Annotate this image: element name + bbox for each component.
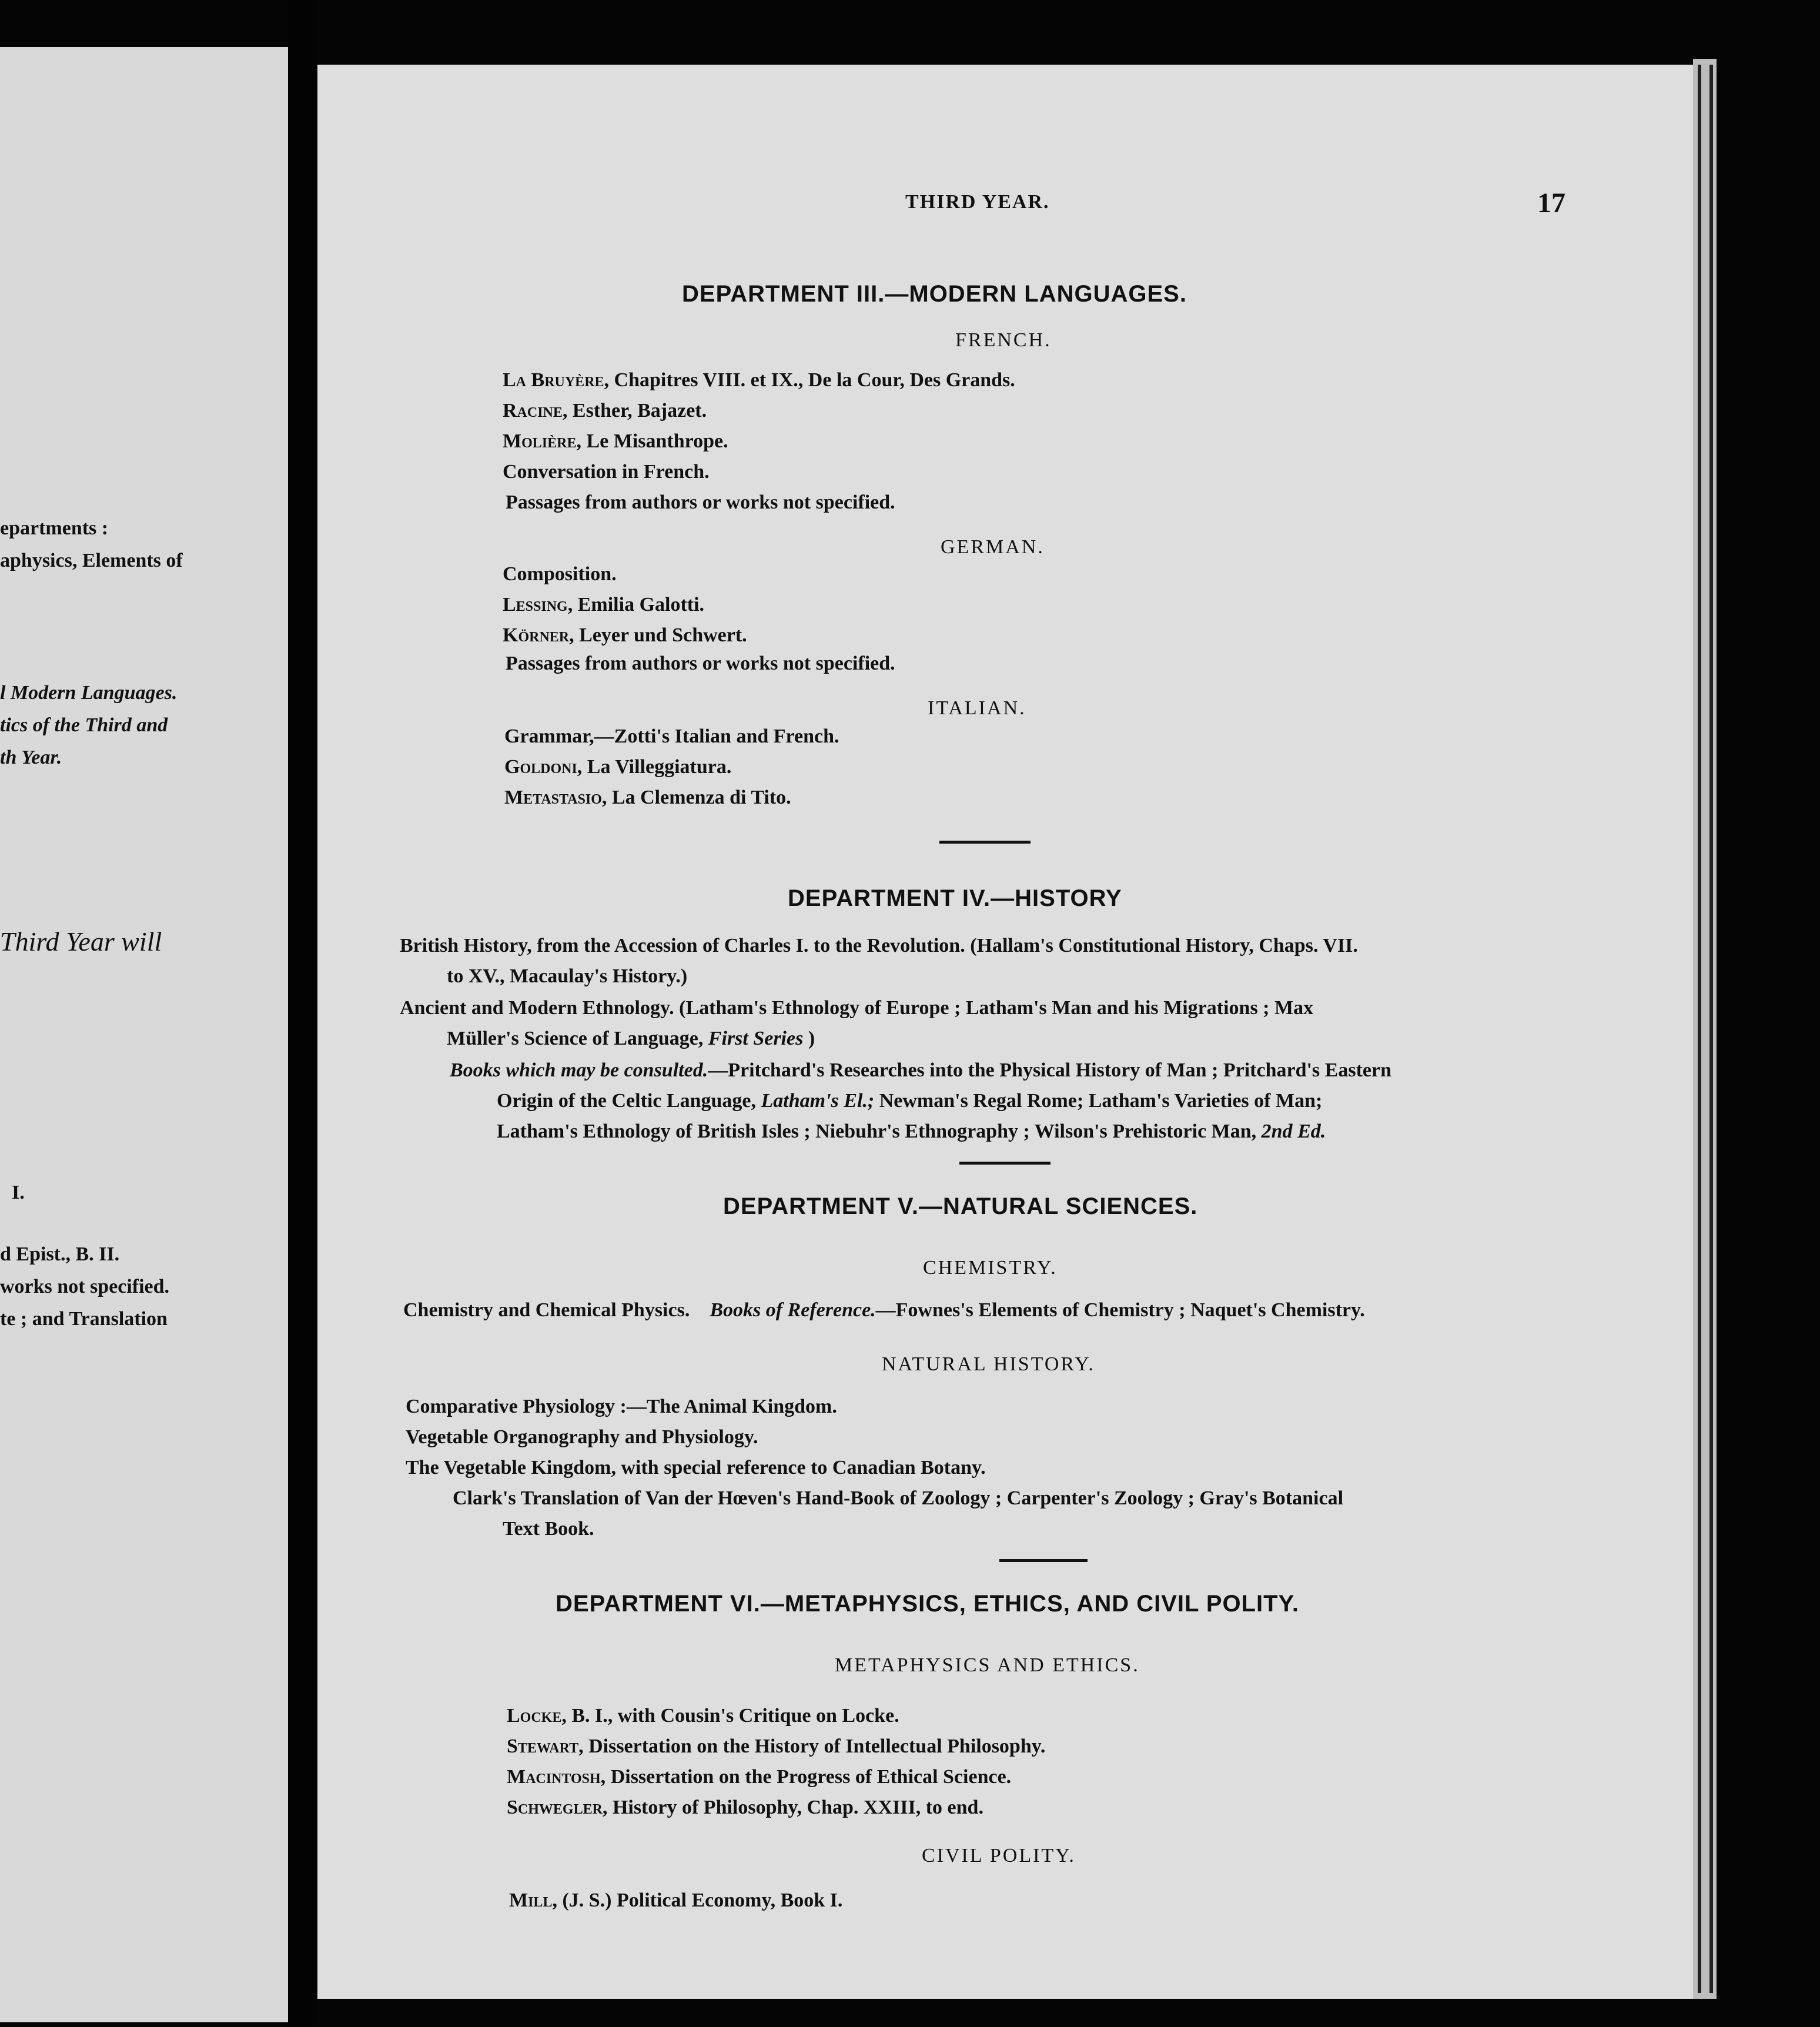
italian-item: Grammar,—Zotti's Italian and French.	[504, 725, 839, 747]
natural-history-ref: Text Book.	[503, 1518, 594, 1540]
natural-history-title: NATURAL HISTORY.	[882, 1353, 1095, 1375]
civil-polity-title: CIVIL POLITY.	[922, 1845, 1076, 1867]
left-page-line: l Modern Languages.	[0, 682, 178, 704]
section-rule	[959, 1162, 1050, 1165]
chemistry-title: CHEMISTRY.	[923, 1257, 1058, 1279]
books-consulted-line: Origin of the Celtic Language, Latham's El.; Newman's Regal Rome; Latham's Varieties of Man;	[497, 1090, 1323, 1112]
left-page-line: works not specified.	[0, 1276, 170, 1297]
history-line: to XV., Macaulay's History.)	[447, 965, 688, 987]
left-page-line: epartments :	[0, 517, 109, 539]
natural-history-item: Vegetable Organography and Physiology.	[406, 1426, 758, 1448]
left-page-line: I.	[12, 1182, 25, 1203]
french-item: La Bruyère, Chapitres VIII. et IX., De la Cour, Des Grands.	[503, 369, 1015, 391]
chemistry-line: Chemistry and Chemical Physics. Books of Reference.—Fownes's Elements of Chemistry ; Naquet's Chemistry.	[403, 1299, 1365, 1321]
french-item: Conversation in French.	[503, 461, 710, 483]
metaphysics-item: Stewart, Dissertation on the History of Intellectual Philosophy.	[507, 1735, 1046, 1757]
french-item: Molière, Le Misanthrope.	[503, 430, 728, 452]
left-page-line: aphysics, Elements of	[0, 550, 183, 571]
civil-polity-item: Mill, (J. S.) Political Economy, Book I.	[509, 1889, 843, 1911]
metaphysics-title: METAPHYSICS AND ETHICS.	[835, 1654, 1140, 1676]
page-number: 17	[1537, 188, 1565, 219]
page-edge	[1693, 59, 1717, 1999]
metaphysics-item: Schwegler, History of Philosophy, Chap. XXIII, to end.	[507, 1797, 983, 1818]
dept4-heading: DEPARTMENT IV.—HISTORY	[788, 885, 1122, 911]
left-page-line: Third Year will	[0, 926, 162, 956]
left-page-line: d Epist., B. II.	[0, 1243, 120, 1265]
german-title: GERMAN.	[941, 536, 1045, 558]
left-page-line: th Year.	[0, 747, 62, 768]
history-line: Ancient and Modern Ethnology. (Latham's Ethnology of Europe ; Latham's Man and his Migrations ; Max	[400, 997, 1314, 1019]
history-line: Müller's Science of Language, First Series )	[447, 1028, 815, 1049]
page-edge-line	[1709, 65, 1713, 1993]
italian-item: Metastasio, La Clemenza di Tito.	[504, 787, 791, 808]
section-rule	[939, 841, 1031, 844]
italian-title: ITALIAN.	[928, 697, 1026, 719]
dept3-heading: DEPARTMENT III.—MODERN LANGUAGES.	[682, 281, 1187, 307]
french-item: Racine, Esther, Bajazet.	[503, 400, 707, 422]
french-title: FRENCH.	[955, 329, 1052, 351]
german-item: Passages from authors or works not specified.	[506, 653, 895, 674]
section-rule	[999, 1559, 1088, 1562]
left-page-line: tics of the Third and	[0, 714, 168, 736]
natural-history-item: Comparative Physiology :—The Animal Kingdom.	[406, 1396, 837, 1417]
running-head: THIRD YEAR.	[905, 191, 1050, 213]
natural-history-ref: Clark's Translation of Van der Hœven's Hand-Book of Zoology ; Carpenter's Zoology ; Gray's Botanical	[453, 1487, 1344, 1509]
dept6-heading: DEPARTMENT VI.—METAPHYSICS, ETHICS, AND CIVIL POLITY.	[556, 1591, 1299, 1617]
german-item: Composition.	[503, 563, 617, 585]
german-item: Lessing, Emilia Galotti.	[503, 594, 705, 616]
dept5-heading: DEPARTMENT V.—NATURAL SCIENCES.	[723, 1193, 1198, 1219]
books-consulted-line: Latham's Ethnology of British Isles ; Niebuhr's Ethnography ; Wilson's Prehistoric Man, 2nd Ed.	[497, 1120, 1326, 1142]
left-facing-page	[0, 47, 288, 2022]
page-edge-line	[1698, 65, 1701, 1993]
metaphysics-item: Locke, B. I., with Cousin's Critique on Locke.	[507, 1705, 899, 1727]
history-line: British History, from the Accession of Charles I. to the Revolution. (Hallam's Constitutional History, Chaps. VII.	[400, 935, 1358, 956]
book-gutter	[288, 0, 317, 2027]
german-item: Körner, Leyer und Schwert.	[503, 624, 747, 646]
natural-history-item: The Vegetable Kingdom, with special reference to Canadian Botany.	[406, 1457, 986, 1479]
left-page-line: te ; and Translation	[0, 1308, 168, 1330]
books-consulted-line: Books which may be consulted.—Pritchard's Researches into the Physical History of Man ; Pritchard's Eastern	[450, 1059, 1391, 1081]
italian-item: Goldoni, La Villeggiatura.	[504, 756, 732, 778]
metaphysics-item: Macintosh, Dissertation on the Progress of Ethical Science.	[507, 1766, 1012, 1788]
french-item: Passages from authors or works not specified.	[506, 491, 895, 513]
